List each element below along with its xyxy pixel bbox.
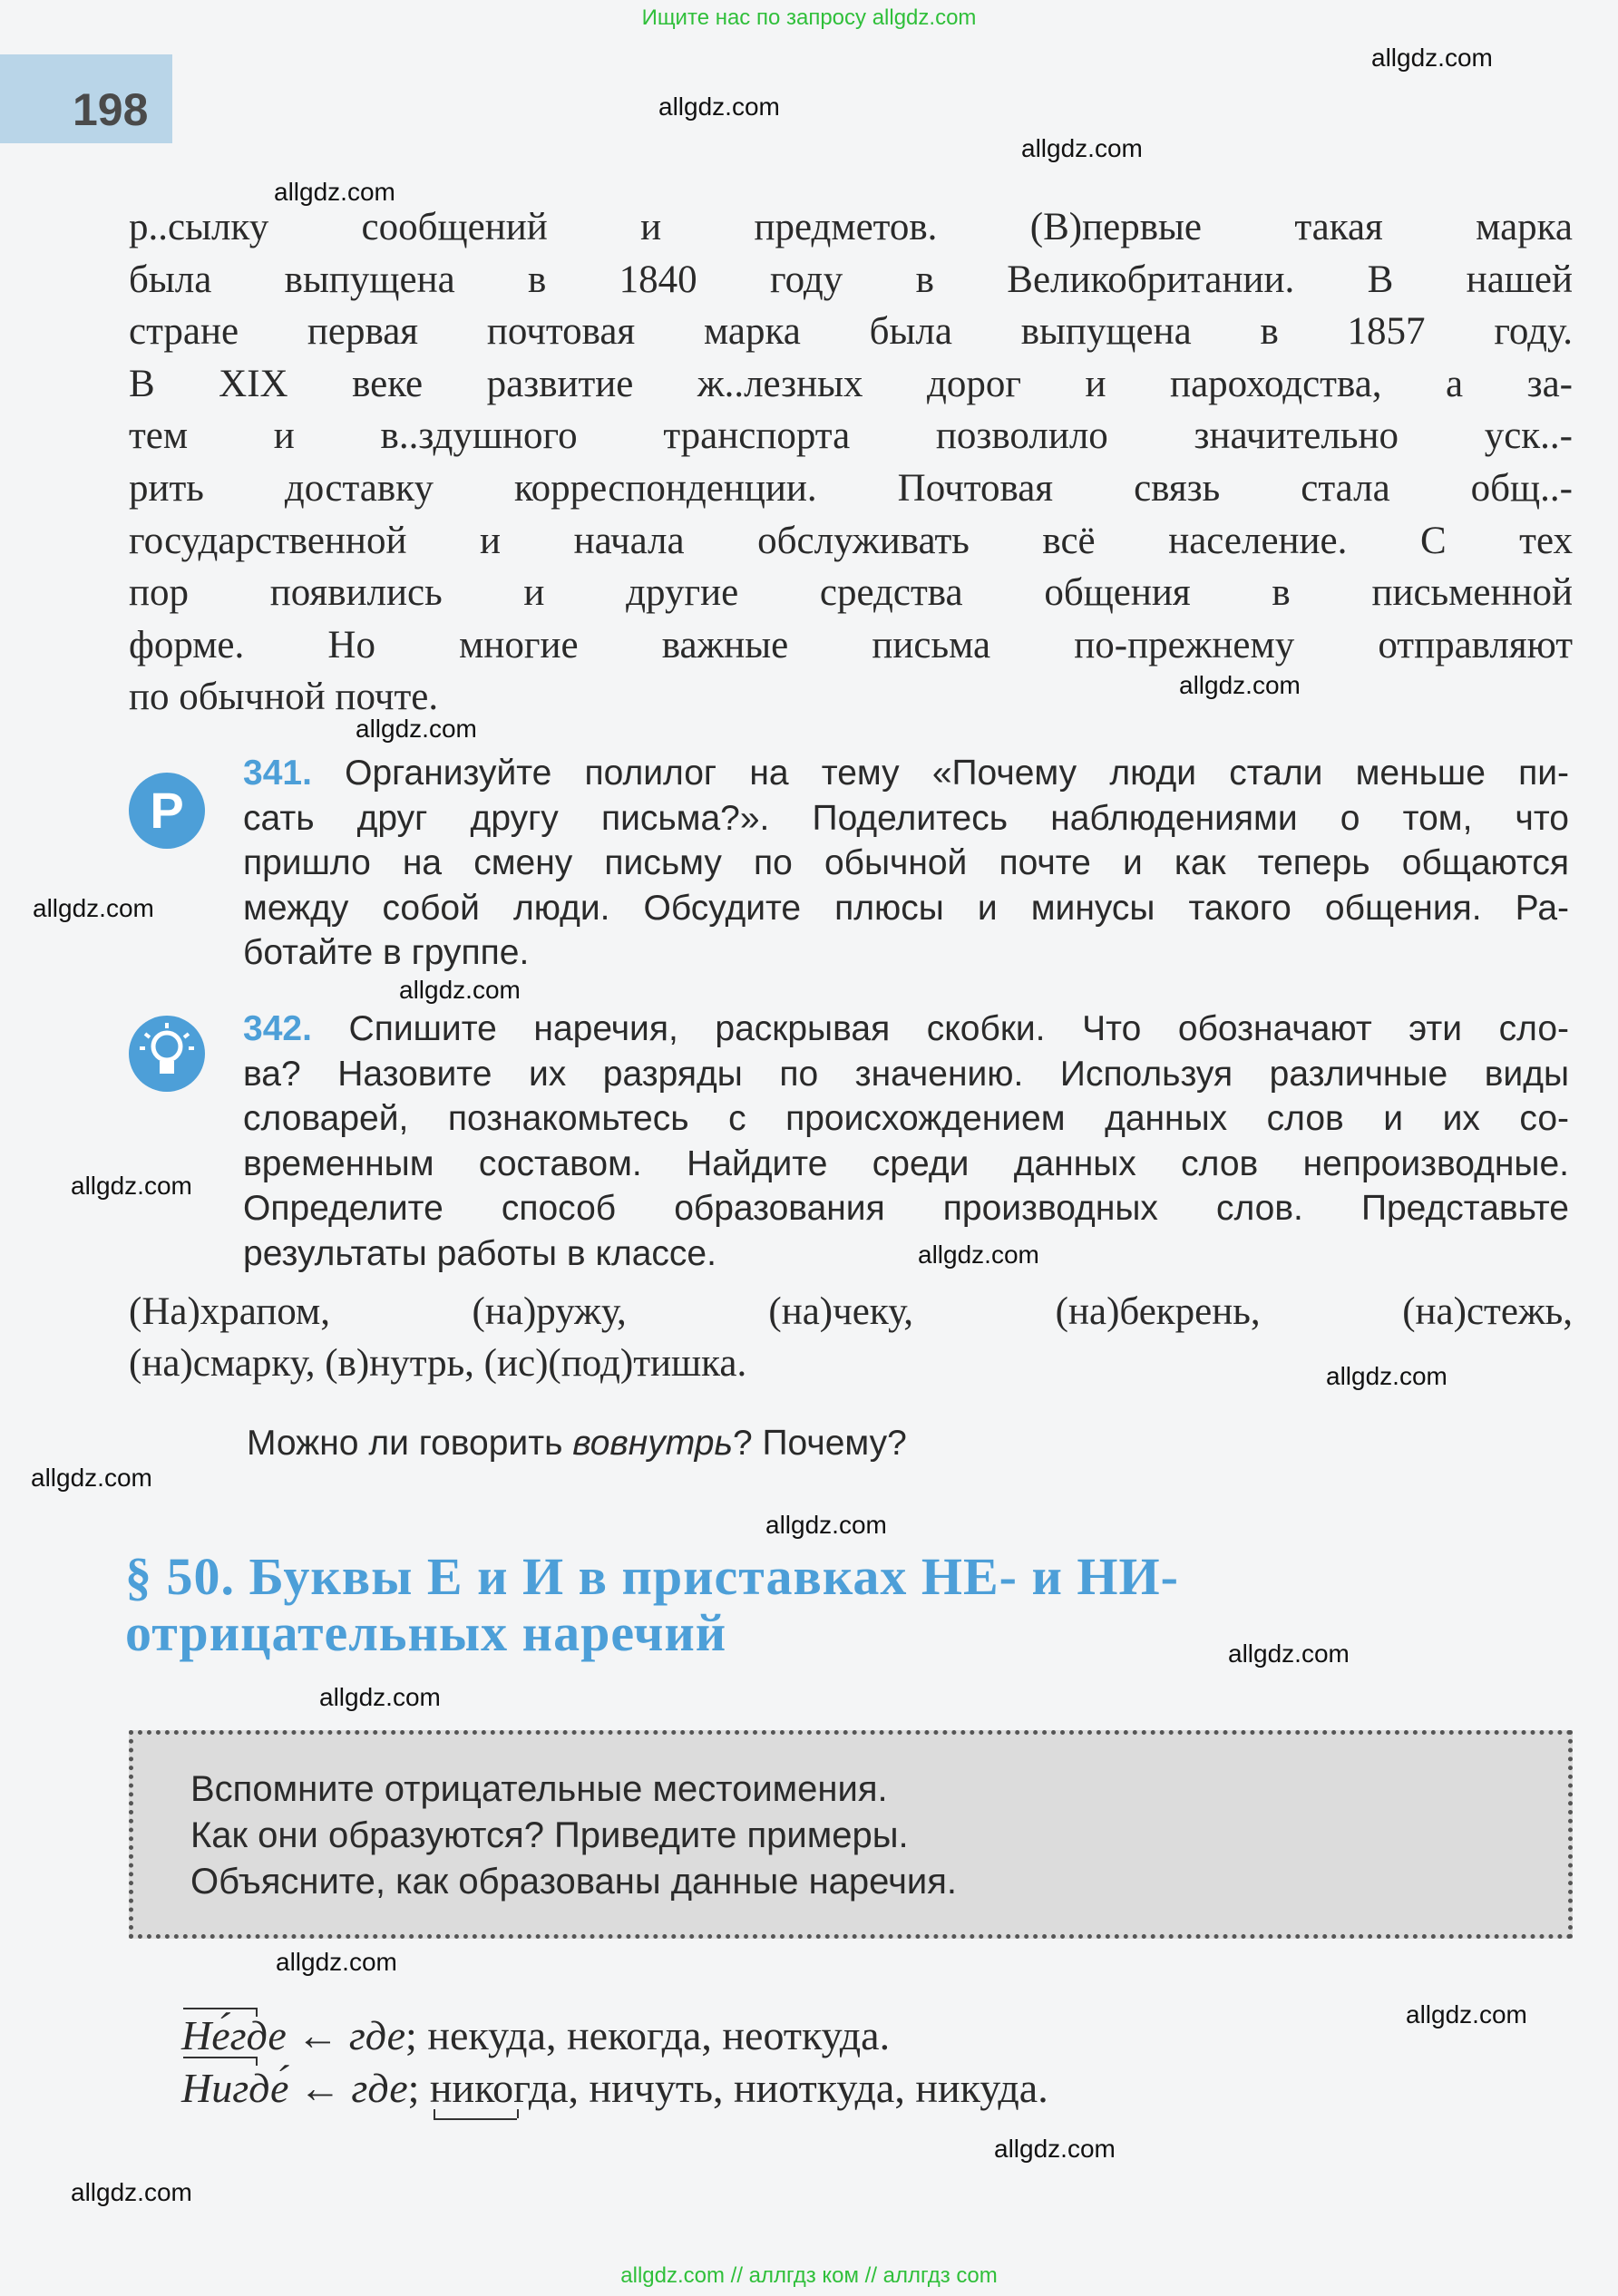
speech-icon: Р: [129, 773, 205, 849]
watermark: allgdz.com: [274, 178, 395, 206]
page-number: 198: [73, 84, 149, 135]
root-mark: [517, 2109, 519, 2118]
watermark: allgdz.com: [31, 1464, 152, 1492]
question-text: ? Почему?: [733, 1424, 907, 1463]
text-line: р..сылку сообщений и предметов. (В)первые такая марка: [129, 206, 1573, 248]
watermark: allgdz.com: [71, 2178, 192, 2206]
exercise-text: ва? Назовите их разряды по значению. Используя различные виды: [243, 1054, 1569, 1094]
body-paragraph: [129, 201, 1573, 724]
words-line: (На)храпом, (на)ружу, (на)чеку, (на)бекрень, (на)стежь,: [129, 1290, 1573, 1333]
exercise-341: [243, 751, 1569, 976]
text-line: государственной и начала обслуживать всё население. С тех: [129, 519, 1573, 562]
exercise-text: ботайте в группе.: [243, 933, 530, 972]
text-line: В XIX веке развитие ж..лезных дорог и пароходства, а за-: [129, 362, 1573, 405]
exercise-question: [247, 1424, 907, 1464]
text-line: была выпущена в 1840 году в Великобритании. В нашей: [129, 258, 1573, 301]
exercise-words: [129, 1286, 1573, 1389]
prefix-mark: [183, 2008, 256, 2009]
exercise-text: словарей, познакомьтесь с происхождением данных слов и их со-: [243, 1099, 1569, 1138]
exercise-text: результаты работы в классе.: [243, 1233, 716, 1273]
derivation-line: [181, 2011, 890, 2059]
exercise-text: Определите способ образования производных слов. Представьте: [243, 1189, 1569, 1228]
base-word: где: [348, 2012, 406, 2058]
watermark: allgdz.com: [994, 2135, 1116, 2163]
arrow-icon: ←: [298, 2065, 341, 2111]
words-line: (на)смарку, (в)нутрь, (ис)(под)тишка.: [129, 1342, 747, 1385]
prefix-mark: [256, 2057, 258, 2066]
remember-box-text: [190, 1766, 957, 1905]
exercise-number: 342.: [243, 1009, 312, 1048]
bottom-link[interactable]: allgdz.com // аллгдз ком // аллгдз com: [620, 2263, 998, 2288]
question-text: Можно ли говорить: [247, 1424, 573, 1463]
exercise-342: [243, 1007, 1569, 1276]
arrow-icon: ←: [297, 2012, 339, 2058]
exercise-text: между собой люди. Обсудите плюсы и минусы такого общения. Ра-: [243, 888, 1569, 928]
exercise-number: 341.: [243, 754, 312, 793]
text-line: тем и в..здушного транспорта позволило значительно уск..-: [129, 414, 1573, 458]
derivation-rest: ; никогда, ничуть, ниоткуда, никуда.: [407, 2065, 1048, 2111]
root-mark: [434, 2118, 517, 2120]
prefix-mark: [256, 2008, 258, 2017]
derived-word: Нигде́: [181, 2065, 289, 2111]
watermark: allgdz.com: [918, 1240, 1039, 1269]
watermark: allgdz.com: [1406, 2000, 1527, 2028]
watermark: allgdz.com: [33, 894, 154, 922]
root-mark: [434, 2109, 435, 2118]
text-line: по обычной почте.: [129, 676, 439, 719]
watermark: allgdz.com: [1371, 44, 1493, 72]
watermark: allgdz.com: [356, 715, 477, 743]
watermark: allgdz.com: [1021, 134, 1143, 162]
box-line: Вспомните отрицательные местоимения.: [190, 1769, 888, 1809]
exercise-text: временным составом. Найдите среди данных слов непроизводные.: [243, 1143, 1569, 1183]
watermark: allgdz.com: [1179, 671, 1301, 699]
section-title: [125, 1549, 1576, 1661]
watermark: allgdz.com: [658, 92, 780, 121]
derivation-rest: ; некуда, некогда, неоткуда.: [405, 2012, 891, 2058]
lightbulb-icon: [129, 1016, 205, 1092]
watermark: allgdz.com: [319, 1683, 441, 1711]
prefix-mark: [183, 2057, 256, 2058]
exercise-text: пришло на смену письму по обычной почте и как теперь общаются: [243, 843, 1569, 882]
section-title-line: § 50. Буквы Е и И в приставках НЕ- и НИ-: [125, 1547, 1179, 1606]
text-line: стране первая почтовая марка была выпущена в 1857 году.: [129, 310, 1573, 354]
watermark: allgdz.com: [71, 1172, 192, 1200]
section-title-line: отрицательных наречий: [125, 1603, 727, 1662]
text-line: рить доставку корреспонденции. Почтовая связь стала общ..-: [129, 466, 1573, 510]
watermark: allgdz.com: [399, 976, 521, 1004]
question-word: вовнутрь: [572, 1424, 733, 1463]
text-line: форме. Но многие важные письма по-прежнему отправляют: [129, 623, 1573, 666]
derivation-line: [181, 2064, 1048, 2112]
base-word: где: [351, 2065, 408, 2111]
exercise-text: сать друг другу письма?». Поделитесь наблюдениями о том, что: [243, 798, 1569, 838]
watermark: allgdz.com: [1326, 1362, 1447, 1390]
derived-word: Не́где: [181, 2012, 287, 2058]
watermark: allgdz.com: [1228, 1639, 1350, 1668]
exercise-text: Спишите наречия, раскрывая скобки. Что обозначают эти сло-: [348, 1009, 1570, 1048]
watermark: allgdz.com: [276, 1948, 397, 1976]
exercise-text: Организуйте полилог на тему «Почему люди стали меньше пи-: [345, 754, 1569, 793]
text-line: пор появились и другие средства общения в письменной: [129, 571, 1573, 615]
box-line: Объясните, как образованы данные наречия.: [190, 1862, 958, 1902]
watermark: allgdz.com: [765, 1511, 887, 1539]
box-line: Как они образуются? Приведите примеры.: [190, 1815, 909, 1855]
top-link[interactable]: Ищите нас по запросу allgdz.com: [641, 5, 977, 30]
